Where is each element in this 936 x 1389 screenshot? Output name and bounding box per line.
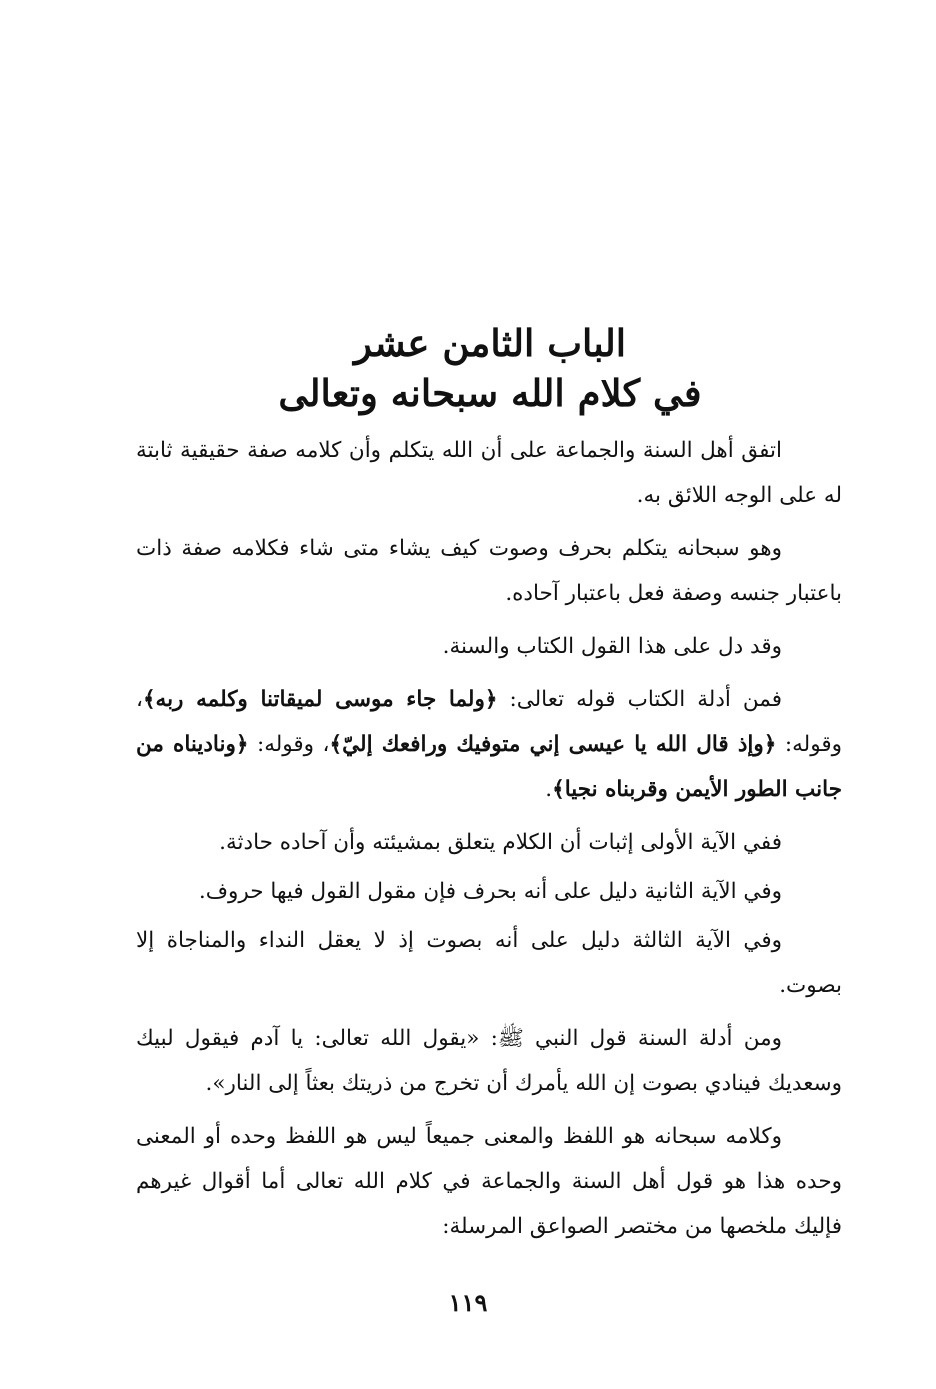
paragraph-4-separator-1: ، وقوله: bbox=[136, 687, 842, 757]
quran-quote-3: ﴿وناديناه من جانب الطور الأيمن وقربناه نجيا﴾ bbox=[136, 732, 842, 802]
paragraph-2: وهو سبحانه يتكلم بحرف وصوت كيف يشاء متى شاء فكلامه صفة ذات باعتبار جنسه وصفة فعل باعتبار آحاده. bbox=[136, 536, 842, 606]
quran-quote-1: ﴿ولما جاء موسى لميقاتنا وكلمه ربه﴾ bbox=[142, 687, 498, 712]
page-number: ١١٩ bbox=[448, 1288, 488, 1317]
chapter-title: الباب الثامن عشر bbox=[353, 321, 627, 365]
quran-quote-2: ﴿وإذ قال الله يا عيسى إني متوفيك ورافعك إليّ﴾ bbox=[329, 732, 777, 757]
paragraph-4-intro: فمن أدلة الكتاب قوله تعالى: bbox=[497, 687, 782, 712]
paragraph-6: وفي الآية الثانية دليل على أنه بحرف فإن مقول القول فيها حروف. bbox=[198, 879, 782, 904]
paragraph-4-end: . bbox=[545, 777, 553, 802]
paragraph-1: اتفق أهل السنة والجماعة على أن الله يتكلم وأن كلامه صفة حقيقية ثابتة له على الوجه اللائق به. bbox=[136, 438, 842, 508]
paragraph-4 bbox=[136, 677, 842, 812]
paragraph-7: وفي الآية الثالثة دليل على أنه بصوت إذ لا يعقل النداء والمناجاة إلا بصوت. bbox=[136, 928, 842, 998]
paragraph-8: ومن أدلة السنة قول النبي ﷺ: «يقول الله تعالى: يا آدم فيقول لبيك وسعديك فينادي بصوت إن الله يأمرك أن تخرج من ذريتك بعثاً إلى النار». bbox=[136, 1026, 842, 1096]
paragraph-9: وكلامه سبحانه هو اللفظ والمعنى جميعاً ليس هو اللفظ وحده أو المعنى وحده هذا هو قول أهل السنة والجماعة في كلام الله تعالى أما أقوال غيرهم فإليك ملخصها من مختصر الصواعق المرسلة: bbox=[136, 1124, 842, 1239]
paragraph-3: وقد دل على هذا القول الكتاب والسنة. bbox=[442, 634, 782, 659]
chapter-subtitle: في كلام الله سبحانه وتعالى bbox=[278, 371, 702, 415]
paragraph-5: ففي الآية الأولى إثبات أن الكلام يتعلق بمشيئته وأن آحاده حادثة. bbox=[219, 830, 782, 855]
paragraph-4-separator-2: ، وقوله: bbox=[248, 732, 330, 757]
chapter-body bbox=[136, 428, 842, 1257]
